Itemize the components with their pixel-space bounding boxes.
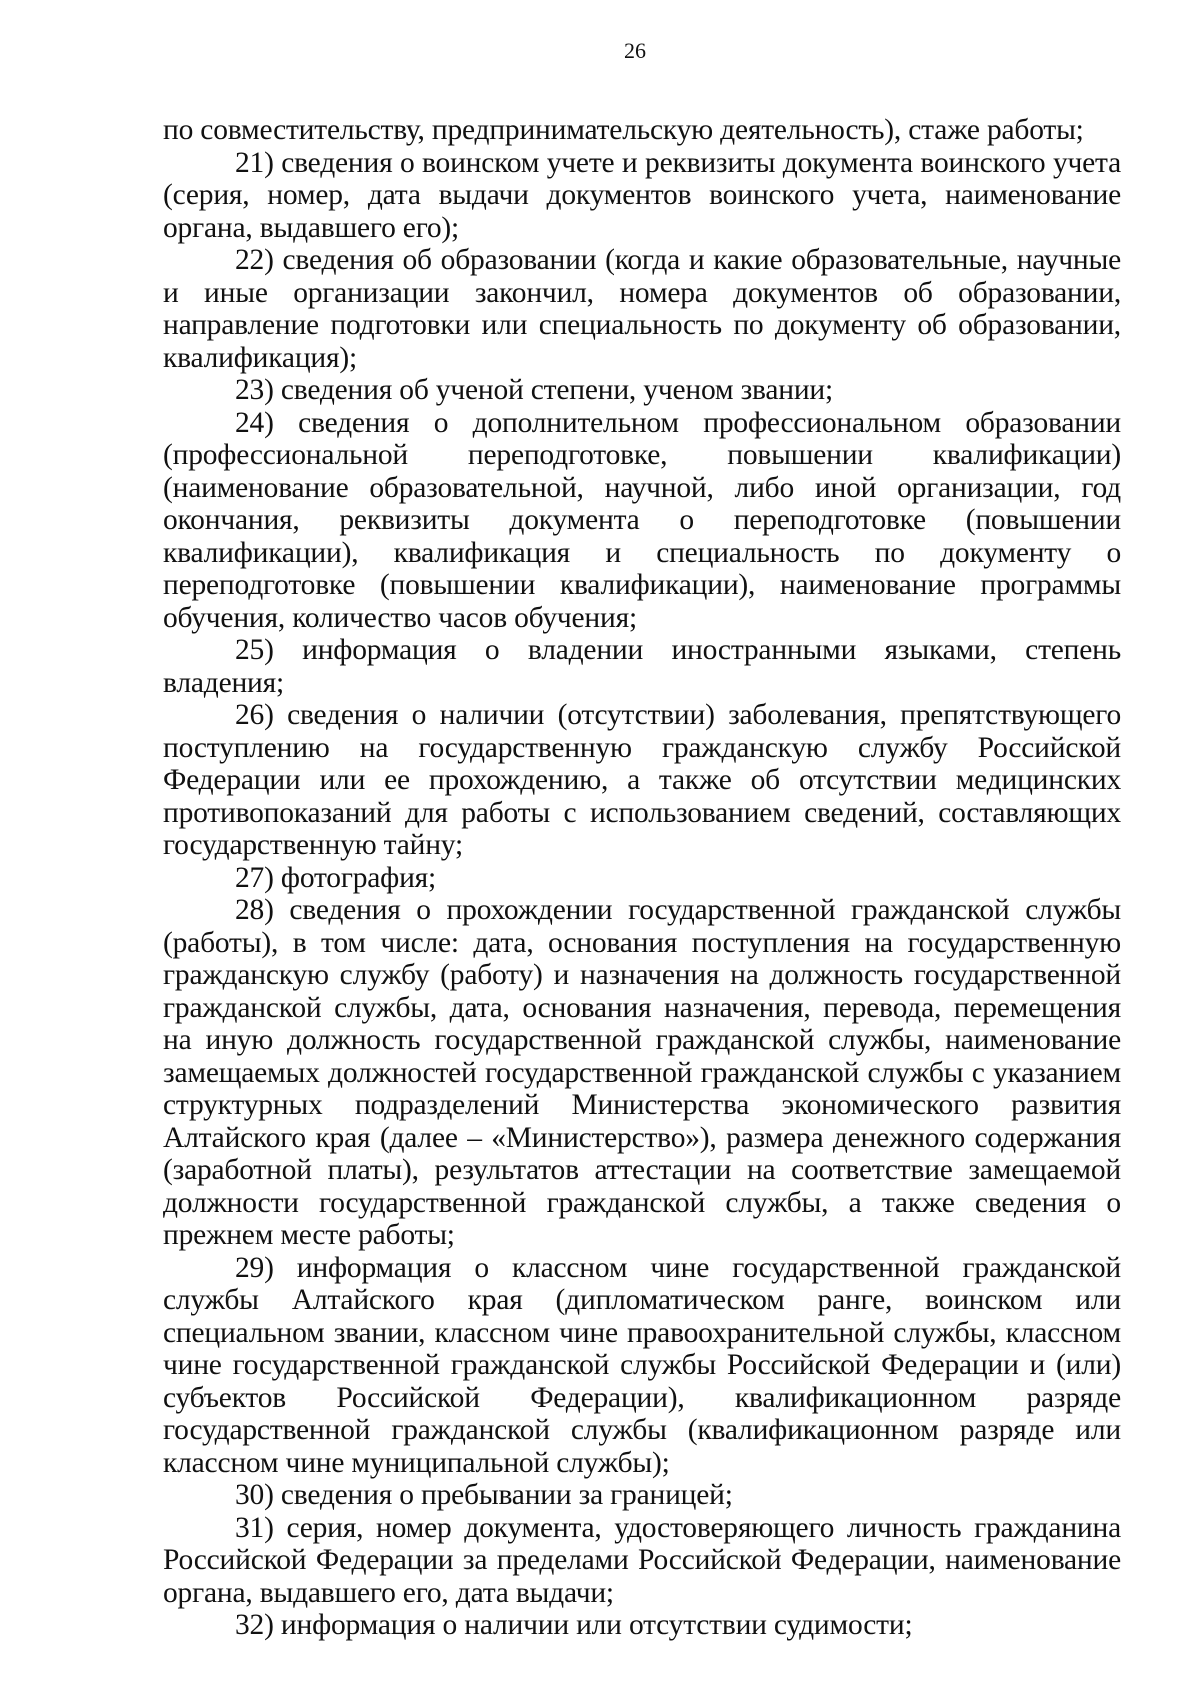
paragraph-item-30: 30) сведения о пребывании за границей;: [235, 1479, 733, 1511]
paragraph-continuation: по совместительству, предпринимательскую деятельность), стаже работы;: [163, 114, 1084, 146]
paragraph-item-26: 26) сведения о наличии (отсутствии) заболевания, препятствующего поступлению на государственную гражданскую службу Российской Федерации или ее прохождению, а также об отсутствии медицинских противопоказаний для работы с использованием сведений, составляющих государственную тайну;: [163, 699, 1121, 861]
paragraph-item-29: 29) информация о классном чине государственной гражданской службы Алтайского края (дипломатическом ранге, воинском или специальном звании, классном чине правоохранительной службы, классном чине государственной гражданской службы Российской Федерации и (или) субъектов Российской Федерации), квалификационном разряде государственной гражданской службы (квалификационном разряде или классном чине муниципальной службы);: [163, 1251, 1121, 1479]
paragraph-item-32: 32) информация о наличии или отсутствии судимости;: [235, 1609, 913, 1641]
paragraph-item-25: 25) информация о владении иностранными языками, степень владения;: [163, 634, 1121, 699]
paragraph-item-24: 24) сведения о дополнительном профессиональном образовании (профессиональной переподготовке, повышении квалификации) (наименование образовательной, научной, либо иной организации, год окончания, реквизиты документа о переподготовке (повышении квалификации), квалификация и специальность по документу о переподготовке (повышении квалификации), наименование программы обучения, количество часов обучения;: [163, 406, 1121, 634]
paragraph-item-28: 28) сведения о прохождении государственной гражданской службы (работы), в том числе: дата, основания поступления на государственную гражданскую службу (работу) и назначения на должность государственной гражданской службы, дата, основания назначения, перевода, перемещения на иную должность государственной гражданской службы, наименование замещаемых должностей государственной гражданской службы с указанием структурных подразделений Министерства экономического развития Алтайского края (далее – «Министерство»), размера денежного содержания (заработной платы), результатов аттестации на соответствие замещаемой должности государственной гражданской службы, а также сведения о прежнем месте работы;: [163, 894, 1121, 1251]
paragraph-item-22: 22) сведения об образовании (когда и какие образовательные, научные и иные организации закончил, номера документов об образовании, направление подготовки или специальность по документу об образовании, квалификация);: [163, 244, 1121, 374]
document-body: [163, 114, 1121, 1642]
paragraph-item-27: 27) фотография;: [235, 861, 437, 894]
paragraph-item-31: 31) серия, номер документа, удостоверяющего личность гражданина Российской Федерации за пределами Российской Федерации, наименование органа, выдавшего его, дата выдачи;: [163, 1511, 1121, 1609]
paragraph-item-21: 21) сведения о воинском учете и реквизиты документа воинского учета (серия, номер, дата выдачи документов воинского учета, наименование органа, выдавшего его);: [163, 146, 1121, 244]
paragraph-item-23: 23) сведения об ученой степени, ученом звании;: [235, 374, 834, 406]
page-number: 26: [624, 38, 646, 63]
